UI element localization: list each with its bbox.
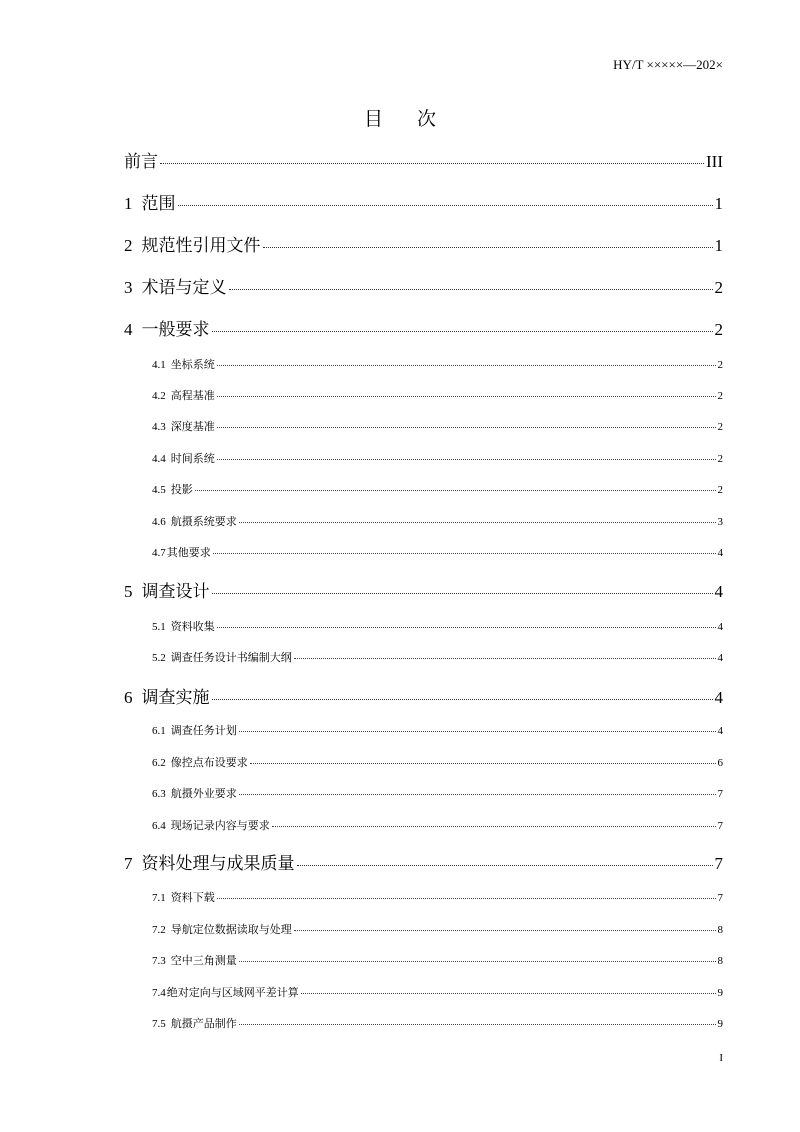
toc-entry-6-4[interactable] bbox=[152, 817, 723, 833]
toc-entry-page: III bbox=[706, 152, 723, 171]
toc-entry-number: 7 bbox=[124, 854, 133, 873]
toc-leader bbox=[297, 865, 713, 866]
toc-entry-4-5[interactable] bbox=[152, 481, 723, 497]
toc-entry-page: 4 bbox=[717, 652, 723, 664]
toc-entry-page: 4 bbox=[717, 725, 723, 737]
toc-entry-page: 1 bbox=[714, 236, 723, 255]
toc-entry-7-2[interactable] bbox=[152, 921, 723, 937]
toc-entry-6[interactable] bbox=[124, 683, 723, 708]
toc-title-char-2: 次 bbox=[417, 108, 437, 130]
toc-leader bbox=[212, 699, 713, 700]
toc-entry-4[interactable] bbox=[124, 315, 723, 340]
toc-entry-label: 调查设计 bbox=[141, 582, 210, 602]
toc-entry-page: 4 bbox=[717, 621, 723, 633]
toc-entry-number: 1 bbox=[124, 194, 133, 213]
toc-leader bbox=[239, 731, 716, 732]
toc-leader bbox=[294, 658, 716, 659]
toc-entry-label: 深度基准 bbox=[170, 420, 215, 433]
toc-entry-label: 绝对定向与区域网平差计算 bbox=[166, 986, 299, 999]
toc-leader bbox=[178, 205, 713, 206]
toc-leader bbox=[217, 396, 716, 397]
toc-entry-number: 7.4 bbox=[152, 987, 166, 999]
toc-entry-page: 2 bbox=[717, 390, 723, 402]
toc-leader bbox=[239, 794, 716, 795]
toc-entry-number: 7.2 bbox=[152, 924, 166, 936]
toc-entry-5-2[interactable] bbox=[152, 649, 723, 665]
toc-entry-label: 调查任务计划 bbox=[170, 724, 237, 737]
toc-entry-number: 3 bbox=[124, 278, 133, 297]
toc-entry-4-1[interactable] bbox=[152, 356, 723, 372]
page-number: I bbox=[719, 1052, 723, 1064]
toc-entry-number: 4.1 bbox=[152, 359, 166, 371]
toc-entry-label: 像控点布设要求 bbox=[170, 756, 248, 769]
toc-entry-page: 6 bbox=[717, 757, 723, 769]
toc-entry-page: 2 bbox=[717, 421, 723, 433]
toc-entry-label: 调查实施 bbox=[141, 688, 210, 708]
toc-leader bbox=[160, 163, 704, 164]
toc-entry-5[interactable] bbox=[124, 577, 723, 602]
toc-leader bbox=[272, 826, 716, 827]
toc-entry-number: 4.2 bbox=[152, 390, 166, 402]
toc-leader bbox=[301, 993, 716, 994]
toc-entry-label: 术语与定义 bbox=[141, 278, 227, 298]
toc-entry-number: 6.1 bbox=[152, 725, 166, 737]
toc-entry-number: 4.3 bbox=[152, 421, 166, 433]
toc-leader bbox=[217, 898, 716, 899]
toc-entry-number: 7.1 bbox=[152, 892, 166, 904]
toc-leader bbox=[217, 627, 716, 628]
toc-entry-4-3[interactable] bbox=[152, 418, 723, 434]
toc-leader bbox=[217, 365, 716, 366]
toc-entry-page: 9 bbox=[717, 987, 723, 999]
toc-entry-4-2[interactable] bbox=[152, 387, 723, 403]
toc-entry-number: 5.1 bbox=[152, 621, 166, 633]
toc-entry-4-6[interactable] bbox=[152, 513, 723, 529]
toc-entry-6-3[interactable] bbox=[152, 785, 723, 801]
toc-entry-number: 4 bbox=[124, 320, 133, 339]
toc-entry-label: 坐标系统 bbox=[170, 358, 215, 371]
toc-entry-page: 2 bbox=[717, 359, 723, 371]
toc-entry-label: 航摄系统要求 bbox=[170, 515, 237, 528]
toc-entry-number: 6.2 bbox=[152, 757, 166, 769]
toc-entry-label: 空中三角测量 bbox=[170, 954, 237, 967]
toc-entry-label: 导航定位数据读取与处理 bbox=[170, 923, 292, 936]
toc-entry-page: 8 bbox=[717, 924, 723, 936]
toc-leader bbox=[217, 459, 716, 460]
toc-entry-page: 7 bbox=[717, 788, 723, 800]
toc-entry-number: 6.4 bbox=[152, 820, 166, 832]
toc-entry-number: 7.5 bbox=[152, 1018, 166, 1030]
toc-entry-7-1[interactable] bbox=[152, 889, 723, 905]
toc-entry-page: 4 bbox=[717, 547, 723, 559]
toc-entry-page: 9 bbox=[717, 1018, 723, 1030]
toc-entry-page: 3 bbox=[717, 516, 723, 528]
toc-leader bbox=[250, 763, 716, 764]
toc-entry-page: 2 bbox=[717, 453, 723, 465]
toc-entry-1[interactable] bbox=[124, 189, 723, 214]
toc-entry-2[interactable] bbox=[124, 231, 723, 256]
toc-entry-label: 一般要求 bbox=[141, 320, 210, 340]
toc-entry-label: 现场记录内容与要求 bbox=[170, 819, 270, 832]
toc-entry-number: 4.4 bbox=[152, 453, 166, 465]
toc-entry-number: 4.5 bbox=[152, 484, 166, 496]
toc-entry-label: 航摄外业要求 bbox=[170, 787, 237, 800]
toc-leader bbox=[212, 331, 713, 332]
toc-entry-page: 4 bbox=[714, 688, 723, 707]
toc-entry-label: 航摄产品制作 bbox=[170, 1017, 237, 1030]
document-code: HY/T ×××××—202× bbox=[613, 57, 723, 72]
toc-leader bbox=[217, 427, 716, 428]
toc-entry-label: 前言 bbox=[124, 152, 158, 172]
toc-leader bbox=[239, 522, 716, 523]
toc-entry-page: 8 bbox=[717, 955, 723, 967]
toc-entry-page: 7 bbox=[717, 820, 723, 832]
toc-leader bbox=[229, 289, 713, 290]
toc-leader bbox=[213, 553, 716, 554]
toc-entry-number: 2 bbox=[124, 236, 133, 255]
toc-entry-foreword[interactable] bbox=[124, 147, 723, 172]
toc-leader bbox=[212, 593, 713, 594]
toc-entry-page: 1 bbox=[714, 194, 723, 213]
toc-entry-7-4[interactable] bbox=[152, 984, 723, 1000]
toc-entry-label: 规范性引用文件 bbox=[141, 236, 261, 256]
toc-entry-page: 7 bbox=[714, 854, 723, 873]
toc-entry-6-1[interactable] bbox=[152, 722, 723, 738]
toc-entry-number: 6 bbox=[124, 688, 133, 707]
toc-entry-page: 2 bbox=[714, 320, 723, 339]
toc-entry-label: 时间系统 bbox=[170, 452, 215, 465]
toc-leader bbox=[294, 930, 716, 931]
toc-entry-3[interactable] bbox=[124, 273, 723, 298]
toc-entry-label: 投影 bbox=[170, 483, 193, 496]
toc-entry-page: 2 bbox=[714, 278, 723, 297]
toc-title-char-1: 目 bbox=[363, 108, 383, 130]
toc-entry-4-7[interactable] bbox=[152, 544, 723, 560]
toc-title bbox=[0, 104, 800, 131]
toc-leader bbox=[263, 247, 713, 248]
toc-entry-label: 调查任务设计书编制大纲 bbox=[170, 651, 292, 664]
toc-entry-number: 4.7 bbox=[152, 547, 166, 559]
toc-entry-label: 范围 bbox=[141, 194, 176, 214]
toc-entry-label: 资料下载 bbox=[170, 891, 215, 904]
toc-entry-page: 2 bbox=[717, 484, 723, 496]
toc-entry-number: 7.3 bbox=[152, 955, 166, 967]
toc-entry-number: 6.3 bbox=[152, 788, 166, 800]
toc-entry-7-5[interactable] bbox=[152, 1015, 723, 1031]
toc-entry-label: 资料收集 bbox=[170, 620, 215, 633]
toc-entry-label: 高程基准 bbox=[170, 389, 215, 402]
toc-entry-7[interactable] bbox=[124, 849, 723, 874]
toc-entry-label: 其他要求 bbox=[166, 546, 211, 559]
toc-entry-4-4[interactable] bbox=[152, 450, 723, 466]
toc-entry-label: 资料处理与成果质量 bbox=[141, 854, 295, 874]
toc-entry-page: 4 bbox=[714, 582, 723, 601]
toc-entry-page: 7 bbox=[717, 892, 723, 904]
toc-entry-number: 4.6 bbox=[152, 516, 166, 528]
toc-entry-7-3[interactable] bbox=[152, 952, 723, 968]
toc-entry-6-2[interactable] bbox=[152, 754, 723, 770]
toc-entry-number: 5 bbox=[124, 582, 133, 601]
toc-entry-5-1[interactable] bbox=[152, 618, 723, 634]
toc-leader bbox=[195, 490, 716, 491]
toc-leader bbox=[239, 961, 716, 962]
toc-entry-number: 5.2 bbox=[152, 652, 166, 664]
toc-leader bbox=[239, 1024, 716, 1025]
